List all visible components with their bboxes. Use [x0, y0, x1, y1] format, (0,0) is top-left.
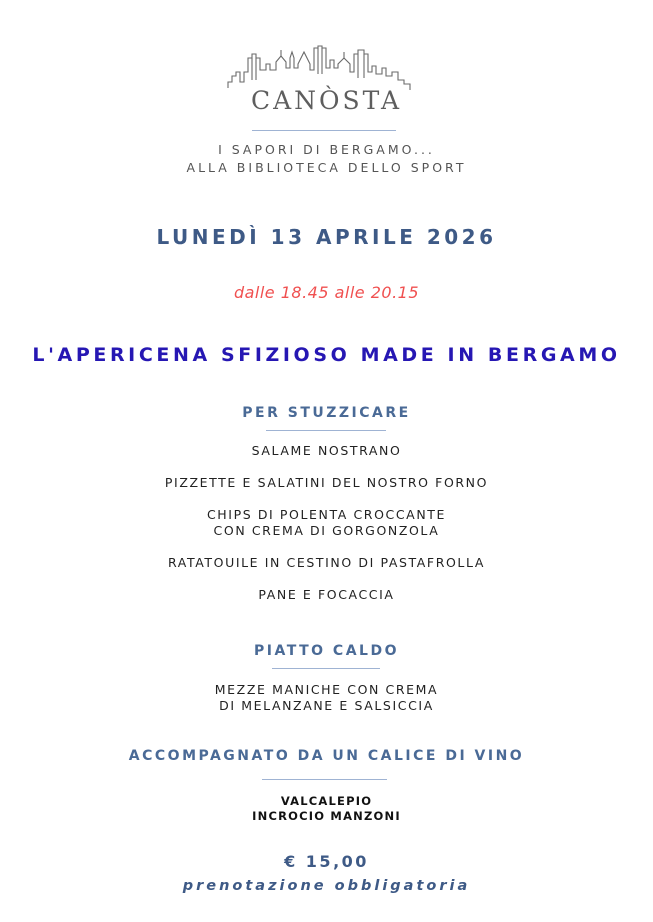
divider: [252, 130, 396, 131]
event-time: dalle 18.45 alle 20.15: [233, 283, 420, 302]
price: € 15,00: [284, 852, 369, 871]
brand-name: CANÒSTA: [250, 86, 403, 115]
section-title-stuzzicare: PER STUZZICARE: [242, 405, 411, 421]
menu-item: RATATOUILE IN CESTINO DI PASTAFROLLA: [167, 555, 485, 570]
wine-item: VALCALEPIO: [280, 794, 373, 808]
reservation-note: prenotazione obbligatoria: [182, 878, 471, 894]
menu-item: CHIPS DI POLENTA CROCCANTE: [206, 507, 447, 522]
divider: [266, 430, 386, 431]
section-title-piatto-caldo: PIATTO CALDO: [254, 643, 399, 659]
divider: [262, 779, 387, 780]
menu-item: PIZZETTE E SALATINI DEL NOSTRO FORNO: [164, 475, 489, 490]
menu-item: CON CREMA DI GORGONZOLA: [213, 523, 440, 538]
tagline-line-2: ALLA BIBLIOTECA DELLO SPORT: [186, 160, 467, 175]
wine-item: INCROCIO MANZONI: [252, 809, 401, 823]
menu-item: DI MELANZANE E SALSICCIA: [219, 698, 434, 713]
menu-item: SALAME NOSTRANO: [251, 443, 402, 458]
menu-item: MEZZE MANICHE CON CREMA: [214, 682, 439, 697]
divider: [272, 668, 380, 669]
tagline-line-1: I SAPORI DI BERGAMO...: [218, 142, 435, 157]
event-date: LUNEDÌ 13 APRILE 2026: [156, 225, 497, 249]
section-title-vino: ACCOMPAGNATO DA UN CALICE DI VINO: [128, 748, 525, 764]
menu-item: PANE E FOCACCIA: [258, 587, 395, 602]
event-headline: L'APERICENA SFIZIOSO MADE IN BERGAMO: [32, 344, 621, 366]
